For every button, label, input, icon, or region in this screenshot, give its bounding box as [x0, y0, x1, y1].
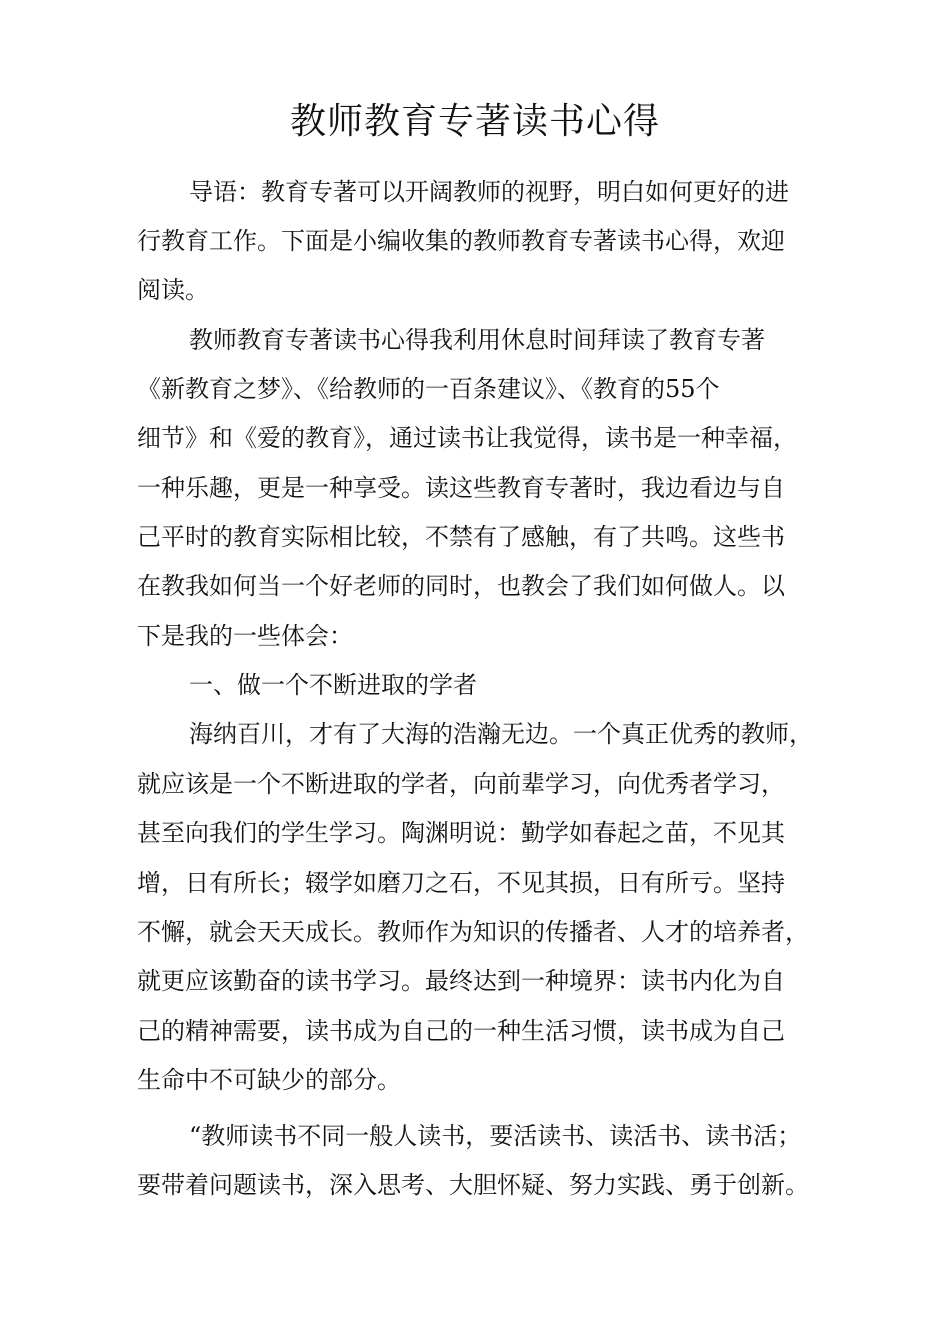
- paragraph-line: 一种乐趣，更是一种享受。读这些教育专著时，我边看边与自: [137, 474, 785, 502]
- document-title: 教师教育专著读书心得: [289, 101, 660, 142]
- paragraph-line: 教师教育专著读书心得我利用休息时间拜读了教育专著: [189, 326, 765, 354]
- paragraph-line: 细节》和《爱的教育》，通过读书让我觉得，读书是一种幸福，: [137, 424, 797, 452]
- paragraph-line: 生命中不可缺少的部分。: [137, 1066, 401, 1094]
- paragraph-line: 就应该是一个不断进取的学者，向前辈学习，向优秀者学习，: [137, 770, 785, 798]
- section-heading: 一、做一个不断进取的学者: [189, 671, 477, 699]
- paragraph-line: 就更应该勤奋的读书学习。最终达到一种境界：读书内化为自: [137, 967, 785, 995]
- paragraph-line: 己的精神需要，读书成为自己的一种生活习惯，读书成为自己: [137, 1017, 785, 1045]
- paragraph-line: 甚至向我们的学生学习。陶渊明说：勤学如春起之苗，不见其: [137, 819, 785, 847]
- paragraph-line: 行教育工作。下面是小编收集的教师教育专著读书心得，欢迎: [137, 227, 785, 255]
- paragraph-line: 下是我的一些体会：: [137, 622, 353, 650]
- paragraph-line: 《新教育之梦》、《给教师的一百条建议》、《教育的55个: [137, 375, 720, 403]
- paragraph-line: “教师读书不同一般人读书，要活读书、读活书、读书活；: [189, 1122, 802, 1150]
- paragraph-line: 己平时的教育实际相比较，不禁有了感触，有了共鸣。这些书: [137, 523, 785, 551]
- paragraph-line: 导语：教育专著可以开阔教师的视野，明白如何更好的进: [189, 178, 789, 206]
- paragraph-line: 要带着问题读书，深入思考、大胆怀疑、努力实践、勇于创新。: [137, 1171, 809, 1199]
- paragraph-line: 在教我如何当一个好老师的同时，也教会了我们如何做人。以: [137, 572, 785, 600]
- paragraph-line: 阅读。: [137, 276, 209, 304]
- paragraph-line: 增，日有所长；辍学如磨刀之石，不见其损，日有所亏。坚持: [137, 869, 785, 897]
- paragraph-line: 海纳百川，才有了大海的浩瀚无边。一个真正优秀的教师，: [189, 720, 813, 748]
- paragraph-line: 不懈，就会天天成长。教师作为知识的传播者、人才的培养者，: [137, 918, 809, 946]
